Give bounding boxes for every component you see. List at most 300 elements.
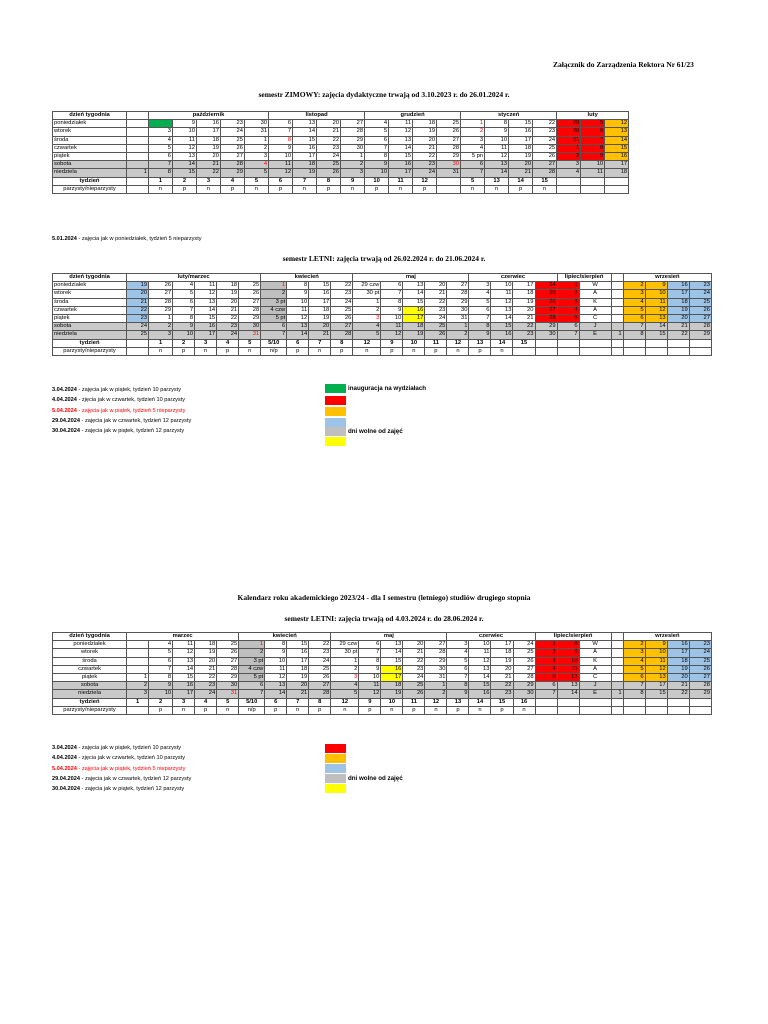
winter-note	[52, 236, 202, 242]
day-label: czwartek	[53, 665, 127, 673]
month-header: wrzesień	[623, 633, 711, 641]
day-cell: 16	[309, 290, 331, 298]
day-cell: 14	[195, 306, 217, 314]
day-cell: 18	[513, 290, 535, 298]
day-cell: 15	[293, 136, 317, 144]
week-label: tydzień	[53, 177, 127, 185]
parity-cell: p	[265, 706, 287, 714]
week-cell: 6	[287, 339, 309, 347]
day-cell: 10	[469, 641, 491, 649]
day-cell: 4	[557, 306, 579, 314]
parity-cell	[557, 185, 581, 193]
day-cell: 18	[413, 120, 437, 128]
week-cell: 7	[309, 339, 331, 347]
day-cell: 11	[581, 169, 605, 177]
day-cell: 26	[217, 649, 239, 657]
day-cell: 23	[217, 323, 239, 331]
day-cell: 11	[195, 282, 217, 290]
day-cell: 5	[581, 120, 605, 128]
day-cell: 13	[485, 161, 509, 169]
week-cell: 5/10	[261, 339, 287, 347]
day-cell: 8	[447, 682, 469, 690]
day-cell: 14	[491, 315, 513, 323]
note-date: 30.04.2024	[52, 428, 80, 435]
day-cell: 16	[491, 331, 513, 339]
day-cell: 23	[533, 128, 557, 136]
day-cell: 19	[403, 331, 425, 339]
day-cell: 30	[245, 120, 269, 128]
week-cell: 12	[447, 339, 469, 347]
day-cell: 2	[535, 649, 557, 657]
day-cell: 4	[365, 120, 389, 128]
day-cell: 2	[353, 306, 381, 314]
day-cell: 27	[535, 306, 557, 314]
day-cell: 9	[447, 690, 469, 698]
note-text: - zajęcia jak w piątek, tydzień 10 parzysty	[76, 387, 182, 393]
parity-cell	[437, 185, 461, 193]
day-cell: 25	[239, 282, 261, 290]
day-cell: 11	[173, 641, 195, 649]
month-header-row	[53, 112, 629, 120]
day-cell: 19	[293, 169, 317, 177]
day-cell: 4	[623, 657, 645, 665]
day-cell: 5	[173, 290, 195, 298]
week-cell: 7	[293, 177, 317, 185]
day-cell: 22	[403, 657, 425, 665]
note-line	[52, 387, 181, 393]
day-cell: 26	[513, 657, 535, 665]
day-cell: 7	[447, 674, 469, 682]
day-cell: 16	[605, 153, 629, 161]
parity-cell: n	[389, 185, 413, 193]
week-cell: 5	[239, 339, 261, 347]
day-cell: 29	[341, 136, 365, 144]
day-cell: 25	[331, 306, 353, 314]
day-cell: 22	[667, 690, 689, 698]
day-cell: A	[579, 290, 611, 298]
day-cell: 23	[689, 282, 711, 290]
week-cell: 13	[485, 177, 509, 185]
parity-cell: n	[245, 185, 269, 193]
week-cell: 15	[513, 339, 535, 347]
day-cell: 1	[239, 641, 265, 649]
day-cell: 11	[269, 161, 293, 169]
week-cell	[127, 339, 149, 347]
week-cell	[557, 698, 579, 706]
day-cell: 16	[173, 682, 195, 690]
day-cell: 12	[389, 128, 413, 136]
week-cell	[645, 698, 667, 706]
day-cell: 20	[195, 657, 217, 665]
table-row	[53, 331, 712, 339]
day-cell: 8	[287, 282, 309, 290]
day-label: wtorek	[53, 128, 127, 136]
day-cell: 13	[645, 315, 667, 323]
day-cell: 18	[217, 282, 239, 290]
day-cell: 2	[623, 282, 645, 290]
day-cell: 10	[149, 690, 173, 698]
parity-cell: n	[331, 706, 359, 714]
day-cell: 28	[437, 144, 461, 152]
day-cell: 6	[365, 136, 389, 144]
parity-cell	[127, 347, 149, 355]
day-cell: 22	[197, 169, 221, 177]
day-cell: 9	[173, 120, 197, 128]
week-cell: 10	[365, 177, 389, 185]
day-cell: 24	[535, 282, 557, 290]
day-cell: 17	[667, 649, 689, 657]
day-cell: 19	[667, 665, 689, 673]
day-cell: 1	[261, 282, 287, 290]
parity-cell: n	[149, 347, 173, 355]
legend-yellow-swatch	[325, 437, 346, 446]
parity-cell	[535, 706, 557, 714]
legend-orange-swatch	[325, 407, 346, 416]
table-row	[53, 120, 629, 128]
day-cell: 17	[645, 682, 667, 690]
day-cell: 29	[437, 153, 461, 161]
day-cell: 29	[425, 657, 447, 665]
day-label: niedziela	[53, 169, 127, 177]
day-cell: 24	[309, 657, 331, 665]
day-cell: 8	[359, 657, 381, 665]
day-cell	[127, 128, 149, 136]
day-cell: 15	[645, 331, 667, 339]
day-cell: 21	[127, 298, 149, 306]
note-text: - zajęcia jak w czwartek, tydzień 12 parzysty	[80, 775, 192, 782]
week-cell: 10	[381, 698, 403, 706]
week-cell: 1	[149, 339, 173, 347]
day-cell: 20	[425, 282, 447, 290]
week-label: tydzień	[53, 339, 127, 347]
day-cell: 8	[623, 331, 645, 339]
day-cell: 4 czw	[261, 306, 287, 314]
parity-cell	[127, 185, 149, 193]
day-cell: 17	[309, 298, 331, 306]
day-cell: 26	[689, 665, 711, 673]
day-cell: 16	[389, 161, 413, 169]
day-cell: 31	[437, 169, 461, 177]
note-text: - zajęcia jak w poniedziałek, tydzień 5 nieparzysty	[76, 236, 202, 242]
week-cell: 4	[217, 339, 239, 347]
day-cell: 9	[645, 641, 667, 649]
day-cell: 23	[309, 649, 331, 657]
day-cell: 18	[293, 161, 317, 169]
day-cell: 18	[287, 665, 309, 673]
day-cell: 26	[239, 290, 261, 298]
day-cell	[611, 282, 623, 290]
day-cell: 17	[513, 282, 535, 290]
parity-cell	[579, 347, 611, 355]
day-cell: 22	[533, 120, 557, 128]
day-cell: 27	[149, 290, 173, 298]
note-line	[52, 397, 185, 403]
day-cell: 5	[353, 331, 381, 339]
month-header: styczeń	[461, 112, 557, 120]
day-cell: C	[579, 315, 611, 323]
day-cell: 27	[341, 120, 365, 128]
week-cell	[579, 698, 611, 706]
day-cell: 2	[245, 144, 269, 152]
day-cell: 7	[261, 331, 287, 339]
week-cell: 1	[149, 177, 173, 185]
day-cell: 2	[127, 682, 149, 690]
day-cell: 4	[149, 136, 173, 144]
day-cell: 7	[623, 682, 645, 690]
day-cell: 21	[403, 649, 425, 657]
week-cell: 14	[491, 339, 513, 347]
day-cell: 12	[557, 674, 579, 682]
day-cell: 27	[533, 161, 557, 169]
day-cell: 5	[623, 665, 645, 673]
note-date: 29.04.2024	[52, 417, 80, 424]
day-cell: 21	[491, 674, 513, 682]
summer-semester-title: semestr LETNI: zajęcia trwają od 26.02.2024 r. do 21.06.2024 r.	[282, 254, 486, 263]
note-date: 5.04.2024	[52, 407, 77, 414]
day-cell: 29	[557, 120, 581, 128]
day-cell	[611, 682, 623, 690]
week-cell	[535, 339, 557, 347]
day-cell: 23	[413, 161, 437, 169]
day-cell: 24	[689, 290, 711, 298]
day-header: dzień tygodnia	[53, 112, 127, 120]
day-label: piątek	[53, 153, 127, 161]
day-cell: 15	[491, 323, 513, 331]
day-cell: 20	[197, 153, 221, 161]
day-cell: 18	[667, 298, 689, 306]
note-line	[52, 418, 191, 424]
week-cell	[579, 339, 611, 347]
day-cell: 2	[425, 690, 447, 698]
note-line	[52, 428, 184, 434]
day-cell: 13	[469, 665, 491, 673]
day-cell: 9	[485, 128, 509, 136]
day-cell: 13	[195, 298, 217, 306]
day-cell: 26	[309, 674, 331, 682]
day-cell: 11	[265, 665, 287, 673]
day-cell: 7	[623, 323, 645, 331]
day-cell: 29	[149, 306, 173, 314]
parity-cell	[535, 347, 557, 355]
day-cell: K	[579, 657, 611, 665]
day-cell: 10	[287, 298, 309, 306]
day-cell: 25	[217, 641, 239, 649]
day-cell: 7	[461, 169, 485, 177]
day-cell: 3 pt	[239, 657, 265, 665]
day-cell: 2	[149, 323, 173, 331]
parity-cell: n	[149, 185, 173, 193]
winter-semester-title: semestr ZIMOWY: zajęcia dydaktyczne trwają od 3.10.2023 r. do 26.01.2024 r.	[258, 90, 510, 99]
day-cell: 20	[667, 674, 689, 682]
day-cell: 9	[365, 161, 389, 169]
day-label: czwartek	[53, 306, 127, 314]
month-header	[611, 274, 623, 282]
day-cell: 21	[509, 169, 533, 177]
week-cell: 12	[425, 698, 447, 706]
parity-cell: p	[359, 706, 381, 714]
day-cell: 12	[645, 665, 667, 673]
week-cell	[667, 698, 689, 706]
week-cell	[623, 339, 645, 347]
day-cell: 18	[309, 306, 331, 314]
day-cell: 7	[535, 690, 557, 698]
week-row	[53, 177, 629, 185]
week-cell: 6	[269, 177, 293, 185]
day-label: piątek	[53, 315, 127, 323]
day-label: poniedziałek	[53, 641, 127, 649]
day-cell: 27	[689, 674, 711, 682]
day-cell: 9	[359, 665, 381, 673]
parity-cell: n	[381, 706, 403, 714]
day-cell: 26	[331, 315, 353, 323]
day-cell: 22	[667, 331, 689, 339]
day-cell: 17	[403, 315, 425, 323]
week-row	[53, 698, 712, 706]
day-cell: 25	[535, 290, 557, 298]
day-cell: 16	[667, 282, 689, 290]
day-label: czwartek	[53, 144, 127, 152]
day-cell: 6	[381, 282, 403, 290]
day-cell: 25	[127, 331, 149, 339]
day-cell: 24	[127, 323, 149, 331]
parity-cell: n	[425, 706, 447, 714]
note-line	[52, 755, 185, 761]
day-cell: 31	[447, 315, 469, 323]
parity-cell: n	[217, 706, 239, 714]
parity-cell: p	[365, 185, 389, 193]
day-cell: 6	[557, 323, 579, 331]
day-cell: 11	[557, 665, 579, 673]
day-cell: 14	[557, 690, 579, 698]
day-cell: 9	[469, 331, 491, 339]
day-cell: 30	[425, 665, 447, 673]
week-cell: 12	[331, 698, 359, 706]
parity-cell: n	[293, 185, 317, 193]
day-cell: 24	[217, 331, 239, 339]
day-cell	[611, 290, 623, 298]
day-cell: 14	[381, 649, 403, 657]
note-text: - zajęcia jak w piątek, tydzień 5 nieparzysty	[76, 765, 186, 772]
parity-row	[53, 185, 629, 193]
week-cell	[623, 698, 645, 706]
day-cell: 26	[425, 331, 447, 339]
note-text: - zjęcia jak w czwartek, tydzień 10 parzysty	[76, 755, 186, 762]
legend-green-swatch	[325, 384, 346, 393]
day-cell: 2	[557, 290, 579, 298]
table-row	[53, 641, 712, 649]
week-cell: 13	[469, 339, 491, 347]
day-cell: 3	[341, 169, 365, 177]
day-cell: 21	[667, 323, 689, 331]
parity-cell: p	[149, 706, 173, 714]
month-header-row	[53, 274, 712, 282]
day-cell: A	[579, 665, 611, 673]
day-cell: 10	[485, 136, 509, 144]
day-cell: 1	[611, 690, 623, 698]
week-cell: 12	[413, 177, 437, 185]
day-cell: 30	[447, 306, 469, 314]
day-cell: 14	[173, 161, 197, 169]
day-cell	[127, 144, 149, 152]
day-cell: 20	[127, 290, 149, 298]
day-cell: 13	[173, 153, 197, 161]
day-cell: 5	[623, 306, 645, 314]
week-cell	[581, 177, 605, 185]
day-cell: 20	[413, 136, 437, 144]
day-cell: W	[579, 641, 611, 649]
day-cell: 29	[513, 682, 535, 690]
day-label: środa	[53, 136, 127, 144]
day-cell: 12	[173, 649, 195, 657]
parity-cell	[513, 347, 535, 355]
day-cell: K	[579, 298, 611, 306]
day-cell: 12	[469, 657, 491, 665]
legend-blue-swatch	[325, 418, 346, 427]
day-cell	[611, 674, 623, 682]
day-cell: 10	[491, 282, 513, 290]
week-cell: 16	[513, 698, 535, 706]
day-cell: 19	[491, 657, 513, 665]
day-cell: 12	[491, 298, 513, 306]
day-cell: 26	[317, 169, 341, 177]
day-cell: 6	[261, 323, 287, 331]
day-cell: 21	[425, 290, 447, 298]
month-header: maj	[331, 633, 447, 641]
day-cell: 23	[331, 290, 353, 298]
day-cell: 3	[447, 641, 469, 649]
month-header: czerwiec	[447, 633, 535, 641]
day-cell: 30	[557, 128, 581, 136]
day-cell: 14	[389, 144, 413, 152]
day-cell: 8	[149, 674, 173, 682]
day-cell: 19	[197, 144, 221, 152]
day-cell: 12	[287, 315, 309, 323]
parity-cell: p	[447, 706, 469, 714]
day-label: sobota	[53, 323, 127, 331]
day-cell: 18	[667, 657, 689, 665]
day-cell: 10	[581, 161, 605, 169]
day-cell: 29	[239, 315, 261, 323]
day-cell: 6	[173, 298, 195, 306]
day-cell: 3	[469, 282, 491, 290]
month-header: kwiecień	[261, 274, 353, 282]
day-cell: 30	[535, 331, 557, 339]
parity-cell: n/p	[239, 706, 265, 714]
day-cell: 18	[197, 136, 221, 144]
note-date: 5.01.2024	[52, 236, 77, 242]
day-cell: 28	[331, 331, 353, 339]
day-cell: 14	[605, 136, 629, 144]
day-cell: 19	[309, 315, 331, 323]
day-cell: 12	[265, 674, 287, 682]
day-cell: 17	[667, 290, 689, 298]
day-label: poniedziałek	[53, 282, 127, 290]
week-cell: 4	[221, 177, 245, 185]
day-cell: 1	[461, 120, 485, 128]
day-cell: 19	[127, 282, 149, 290]
day-cell: 16	[667, 641, 689, 649]
parity-cell: p	[491, 706, 513, 714]
day-cell: 6	[149, 657, 173, 665]
parity-cell: n	[469, 706, 491, 714]
day-cell: 19	[513, 298, 535, 306]
week-cell: 2	[173, 177, 197, 185]
day-header: dzień tygodnia	[53, 274, 127, 282]
parity-cell: n	[287, 706, 309, 714]
day-cell: 19	[217, 290, 239, 298]
day-cell: 15	[389, 153, 413, 161]
day-cell: 25	[317, 161, 341, 169]
